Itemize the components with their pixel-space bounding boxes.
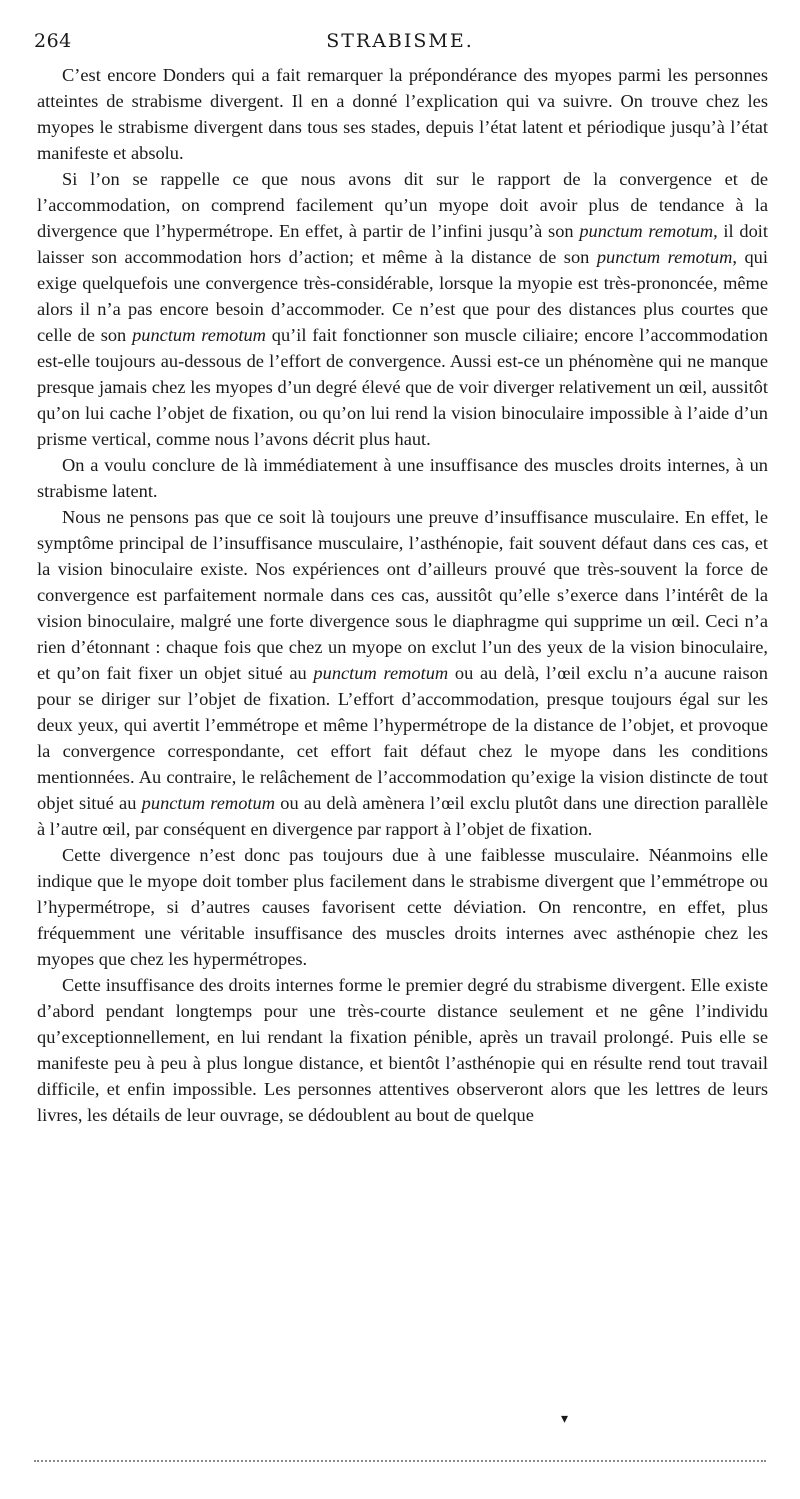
text-run: C’est encore Donders qui a fait remarquer la prépondérance des myopes parmi les personnes atteintes de strabisme divergent. Il en a donné l’explication qui va suivre. On trouve chez les myopes le strabisme divergent dans tous ses stades, depuis l’état latent et périodique jusqu’à l’état manifeste et absolu.: [37, 65, 768, 163]
text-run: Cette divergence n’est donc pas toujours due à une faiblesse musculaire. Néanmoins elle indique que le myope doit tomber plus facilement dans le strabisme divergent que l’emmétrope ou l’hypermétrope, si d’autres causes favorisent cette déviation. On rencontre, en effet, plus fréquemment une véritable insuffisance des muscles droits internes avec asthénopie chez les myopes que chez les hypermétropes.: [37, 845, 768, 969]
text-run: ou au delà, l’œil exclu n’a aucune raison pour se diriger sur l’objet de fixation. L’effort d’accommodation, presque toujours égal sur les deux yeux, qui avertit l’emmétrope et même l’hypermétrope de la distance de l’objet, et provoque la convergence correspondante, cet effort fait défaut chez le myope dans les conditions mentionnées. Au contraire, le relâchement de l’accommodation qu’exige la vision distincte de tout objet situé au: [37, 663, 768, 813]
text-run: On a voulu conclure de là immédiatement à une insuffisance des muscles droits internes, à un strabisme latent.: [37, 455, 768, 501]
running-head: STRABISME.: [326, 30, 474, 52]
paragraph: [37, 504, 768, 842]
italic-term: punctum remotum: [596, 247, 733, 267]
italic-term: punctum remotum: [579, 221, 714, 241]
stray-mark: ▾: [561, 1411, 569, 1427]
text-run: Cette insuffisance des droits internes forme le premier degré du strabisme divergent. Elle existe d’abord pendant longtemps pour une très-courte distance seulement et ne gêne l’individu qu’exceptionnellement, en lui rendant la fixation pénible, après un travail prolongé. Puis elle se manifeste peu à peu à plus longue distance, et bientôt l’asthénopie qui en résulte rend tout travail difficile, et enfin impossible. Les personnes attentives observeront alors que les lettres de leurs livres, les détails de leur ouvrage, se dédoublent au bout de quelque: [37, 975, 768, 1125]
dotted-footer-rule: [34, 1460, 766, 1462]
text-run: , il doit laisser son accommodation hors d’action; et même à la distance de son: [37, 221, 768, 267]
text-run: ou au delà amènera l’œil exclu plutôt dans une direction parallèle à l’autre œil, par conséquent en divergence par rapport à l’objet de fixation.: [37, 793, 768, 839]
paragraph: [37, 452, 768, 504]
paragraph: [37, 62, 768, 166]
text-run: qu’il fait fonctionner son muscle ciliaire; encore l’accommodation est-elle toujours au-dessous de l’effort de convergence. Aussi est-ce un phénomène qui ne manque presque jamais chez les myopes d’un degré élevé que de voir diverger relativement un œil, aussitôt qu’on lui cache l’objet de fixation, ou qu’on lui rend la vision binoculaire impossible à l’aide d’un prisme vertical, comme nous l’avons décrit plus haut.: [37, 325, 768, 449]
text-run: Si l’on se rappelle ce que nous avons dit sur le rapport de la convergence et de l’accommodation, on comprend facilement qu’un myope doit avoir plus de tendance à la divergence que l’hypermétrope. En effet, à partir de l’infini jusqu’à son: [37, 169, 768, 241]
italic-term: punctum remotum: [313, 663, 449, 683]
text-run: , qui exige quelquefois une convergence très-considérable, lorsque la myopie est très-prononcée, même alors il n’a pas encore besoin d’accommoder. Ce n’est que pour des distances plus courtes que celle de son: [37, 247, 768, 345]
paragraph: [37, 972, 768, 1128]
italic-term: punctum remotum: [132, 325, 266, 345]
paragraph: [37, 166, 768, 452]
page-number: 264: [34, 30, 72, 52]
italic-term: punctum remotum: [141, 793, 275, 813]
body-text: [37, 62, 768, 1128]
paragraph: [37, 842, 768, 972]
text-run: Nous ne pensons pas que ce soit là toujours une preuve d’insuffisance musculaire. En effet, le symptôme principal de l’insuffisance musculaire, l’asthénopie, fait souvent défaut dans ces cas, et la vision binoculaire existe. Nos expériences ont d’ailleurs prouvé que très-souvent la force de convergence est parfaitement normale dans ces cas, aussitôt qu’elle s’exerce dans l’intérêt de la vision binoculaire, malgré une forte divergence sous le diaphragme qui supprime un œil. Ceci n’a rien d’étonnant : chaque fois que chez un myope on exclut l’un des yeux de la vision binoculaire, et qu’on fait fixer un objet situé au: [37, 507, 768, 683]
page-header: [34, 30, 766, 54]
